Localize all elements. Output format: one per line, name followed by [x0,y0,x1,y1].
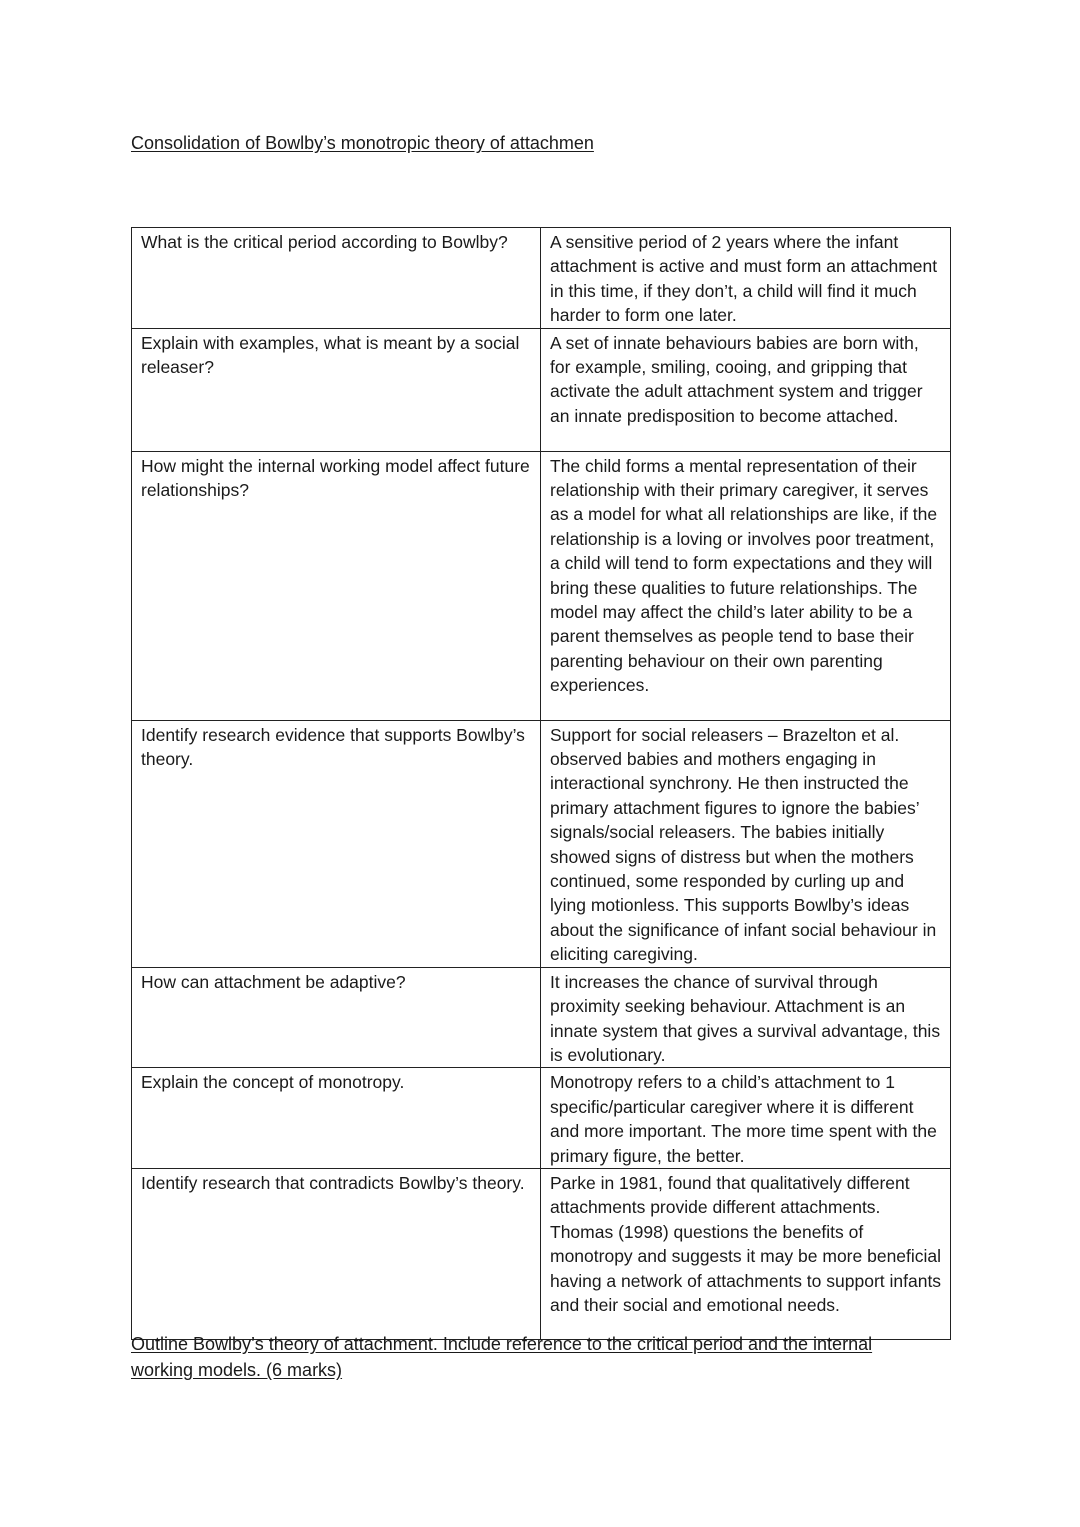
essay-question: Outline Bowlby’s theory of attachment. Include reference to the critical period and the internal working models. (6 marks) [131,1334,873,1380]
question-cell: Identify research that contradicts Bowlby’s theory. [132,1168,541,1339]
question-cell: Explain the concept of monotropy. [132,1068,541,1169]
table-row [132,1168,951,1339]
answer-cell: A set of innate behaviours babies are born with, for example, smiling, cooing, and gripping that activate the adult attachment system and trigger an innate predisposition to become attached. [541,328,951,451]
table-row [132,451,951,720]
question-cell: Identify research evidence that supports Bowlby’s theory. [132,720,541,967]
answer-cell: The child forms a mental representation of their relationship with their primary caregiver, it serves as a model for what all relationships are like, if the relationship is a loving or involves poor treatment, a child will tend to form expectations and they will bring these qualities to future relationships. The model may affect the child’s later ability to be a parent themselves as people tend to base their parenting behaviour on their own parenting experiences. [541,451,951,720]
document-title: Consolidation of Bowlby’s monotropic theory of attachmen [131,133,594,153]
table-row [132,967,951,1068]
table-row [132,328,951,451]
table-row [132,720,951,967]
question-cell: Explain with examples, what is meant by a social releaser? [132,328,541,451]
question-cell: What is the critical period according to Bowlby? [132,228,541,329]
qa-table [131,227,951,1340]
question-cell: How can attachment be adaptive? [132,967,541,1068]
table-row [132,1068,951,1169]
answer-cell: It increases the chance of survival through proximity seeking behaviour. Attachment is an innate system that gives a survival advantage, this is evolutionary. [541,967,951,1068]
answer-cell: Parke in 1981, found that qualitatively different attachments provide different attachments. Thomas (1998) questions the benefits of monotropy and suggests it may be more beneficial having a network of attachments to support infants and their social and emotional needs. [541,1168,951,1339]
answer-cell: A sensitive period of 2 years where the infant attachment is active and must form an attachment in this time, if they don’t, a child will find it much harder to form one later. [541,228,951,329]
question-cell: How might the internal working model affect future relationships? [132,451,541,720]
answer-cell: Support for social releasers – Brazelton et al. observed babies and mothers engaging in interactional synchrony. He then instructed the primary attachment figures to ignore the babies’ signals/social releasers. The babies initially showed signs of distress but when the mothers continued, some responded by curling up and lying motionless. This supports Bowlby’s ideas about the significance of infant social behaviour in eliciting caregiving. [541,720,951,967]
answer-cell: Monotropy refers to a child’s attachment to 1 specific/particular caregiver where it is different and more important. The more time spent with the primary figure, the better. [541,1068,951,1169]
table-row [132,228,951,329]
